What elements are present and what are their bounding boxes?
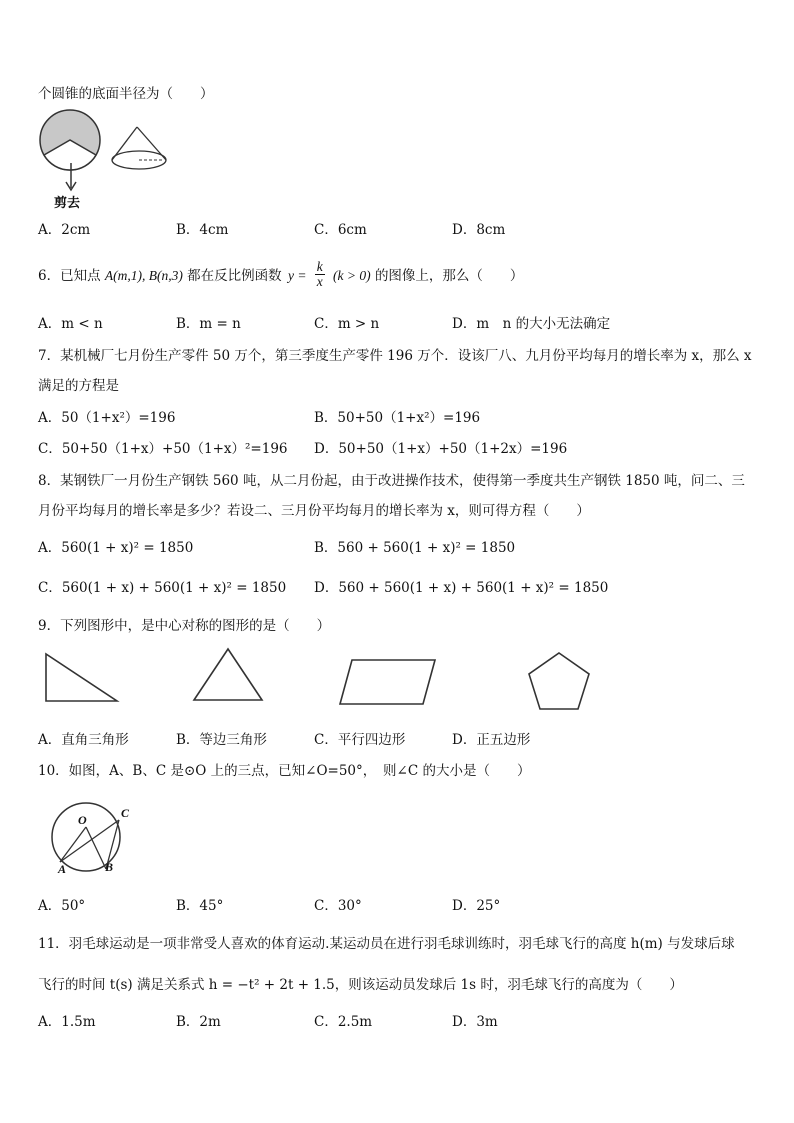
q10-label-o: O [78, 813, 87, 827]
q10-option-a: A．50° [38, 898, 86, 914]
q6-stem-part2: 都在反比例函数 [187, 268, 282, 284]
q7-option-a: A．50（1+x²）=196 [38, 410, 176, 426]
q9-regular-pentagon [526, 651, 592, 713]
q5-cut-label: 剪去 [54, 196, 81, 211]
q6-points: A(m,1), B(n,3) [104, 268, 183, 283]
q8-stem-line1: 8．某钢铁厂一月份生产钢铁 560 吨，从二月份起，由于改进操作技术，使得第一季度共生产钢铁 1850 吨，问二、三 [38, 473, 745, 489]
q6-fraction-num: k [316, 259, 323, 274]
q6-fraction [315, 260, 325, 289]
q9-stem: 9．下列图形中，是中心对称的图形的是（ ） [38, 618, 331, 634]
q5-option-b: B．4cm [176, 222, 229, 238]
q6-option-a: A．m < n [38, 316, 103, 332]
q6-stem-part3: 的图像上，那么（ ） [374, 268, 524, 284]
q7-option-d: D．50+50（1+x）+50（1+2x）=196 [314, 441, 568, 457]
q7-stem-line1: 7．某机械厂七月份生产零件 50 万个，第三季度生产零件 196 万个．设该厂八、九月份平均每月的增长率为 x，那么 x [38, 348, 752, 364]
q9-option-c: C．平行四边形 [314, 732, 406, 748]
q5-cone-figure [106, 124, 176, 176]
q6-option-c: C．m > n [314, 316, 380, 332]
q8-option-d: D．560 + 560(1 + x) + 560(1 + x)² = 1850 [314, 580, 609, 596]
q10-option-b: B．45° [176, 898, 224, 914]
q5-option-a: A．2cm [38, 222, 91, 238]
q7-stem-line2: 满足的方程是 [38, 378, 119, 394]
q9-right-triangle [44, 652, 120, 704]
q11-option-b: B．2m [176, 1014, 221, 1030]
q6-y-equals: y = [287, 268, 307, 283]
q8-option-b: B．560 + 560(1 + x)² = 1850 [314, 540, 516, 556]
q6-stem-part1: 6．已知点 [38, 268, 101, 284]
q10-label-b: B [105, 860, 114, 874]
q9-equilateral-triangle [192, 647, 264, 703]
q9-option-d: D．正五边形 [452, 732, 531, 748]
q6-stem [38, 259, 524, 291]
q8-stem-line2: 月份平均每月的增长率是多少？若设二、三月份平均每月的增长率为 x，则可得方程（ ） [38, 503, 590, 519]
q5-stem-end: 个圆锥的底面半径为（ ） [38, 86, 214, 102]
q11-stem-line2: 飞行的时间 t(s) 满足关系式 h = −t² + 2t + 1.5，则该运动员发球后 1s 时，羽毛球飞行的高度为（ ） [38, 977, 683, 993]
q7-option-b: B．50+50（1+x²）=196 [314, 410, 481, 426]
q8-option-a: A．560(1 + x)² = 1850 [38, 540, 194, 556]
q11-stem-line1: 11．羽毛球运动是一项非常受人喜欢的体育运动.某运动员在进行羽毛球训练时，羽毛球飞行的高度 h(m) 与发球后球 [38, 936, 735, 952]
q10-label-a: A [58, 862, 67, 876]
q11-option-d: D．3m [452, 1014, 498, 1030]
q9-option-b: B．等边三角形 [176, 732, 267, 748]
q9-parallelogram [338, 658, 438, 706]
q5-option-c: C．6cm [314, 222, 367, 238]
q6-option-b: B．m = n [176, 316, 241, 332]
q6-condition: (k > 0) [333, 268, 371, 283]
q10-option-c: C．30° [314, 898, 362, 914]
q8-option-c: C．560(1 + x) + 560(1 + x)² = 1850 [38, 580, 287, 596]
q11-option-a: A．1.5m [38, 1014, 96, 1030]
q9-option-a: A．直角三角形 [38, 732, 129, 748]
q10-label-c: C [121, 806, 130, 820]
q5-option-d: D．8cm [452, 222, 506, 238]
q10-stem: 10．如图，A、B、C 是⊙O 上的三点，已知∠O=50°， 则∠C 的大小是（ ） [38, 763, 531, 779]
q11-option-c: C．2.5m [314, 1014, 373, 1030]
q6-option-d: D．m n 的大小无法确定 [452, 316, 611, 332]
q10-option-d: D．25° [452, 898, 501, 914]
q6-fraction-den: x [316, 274, 323, 289]
q7-option-c: C．50+50（1+x）+50（1+x）²=196 [38, 441, 288, 457]
